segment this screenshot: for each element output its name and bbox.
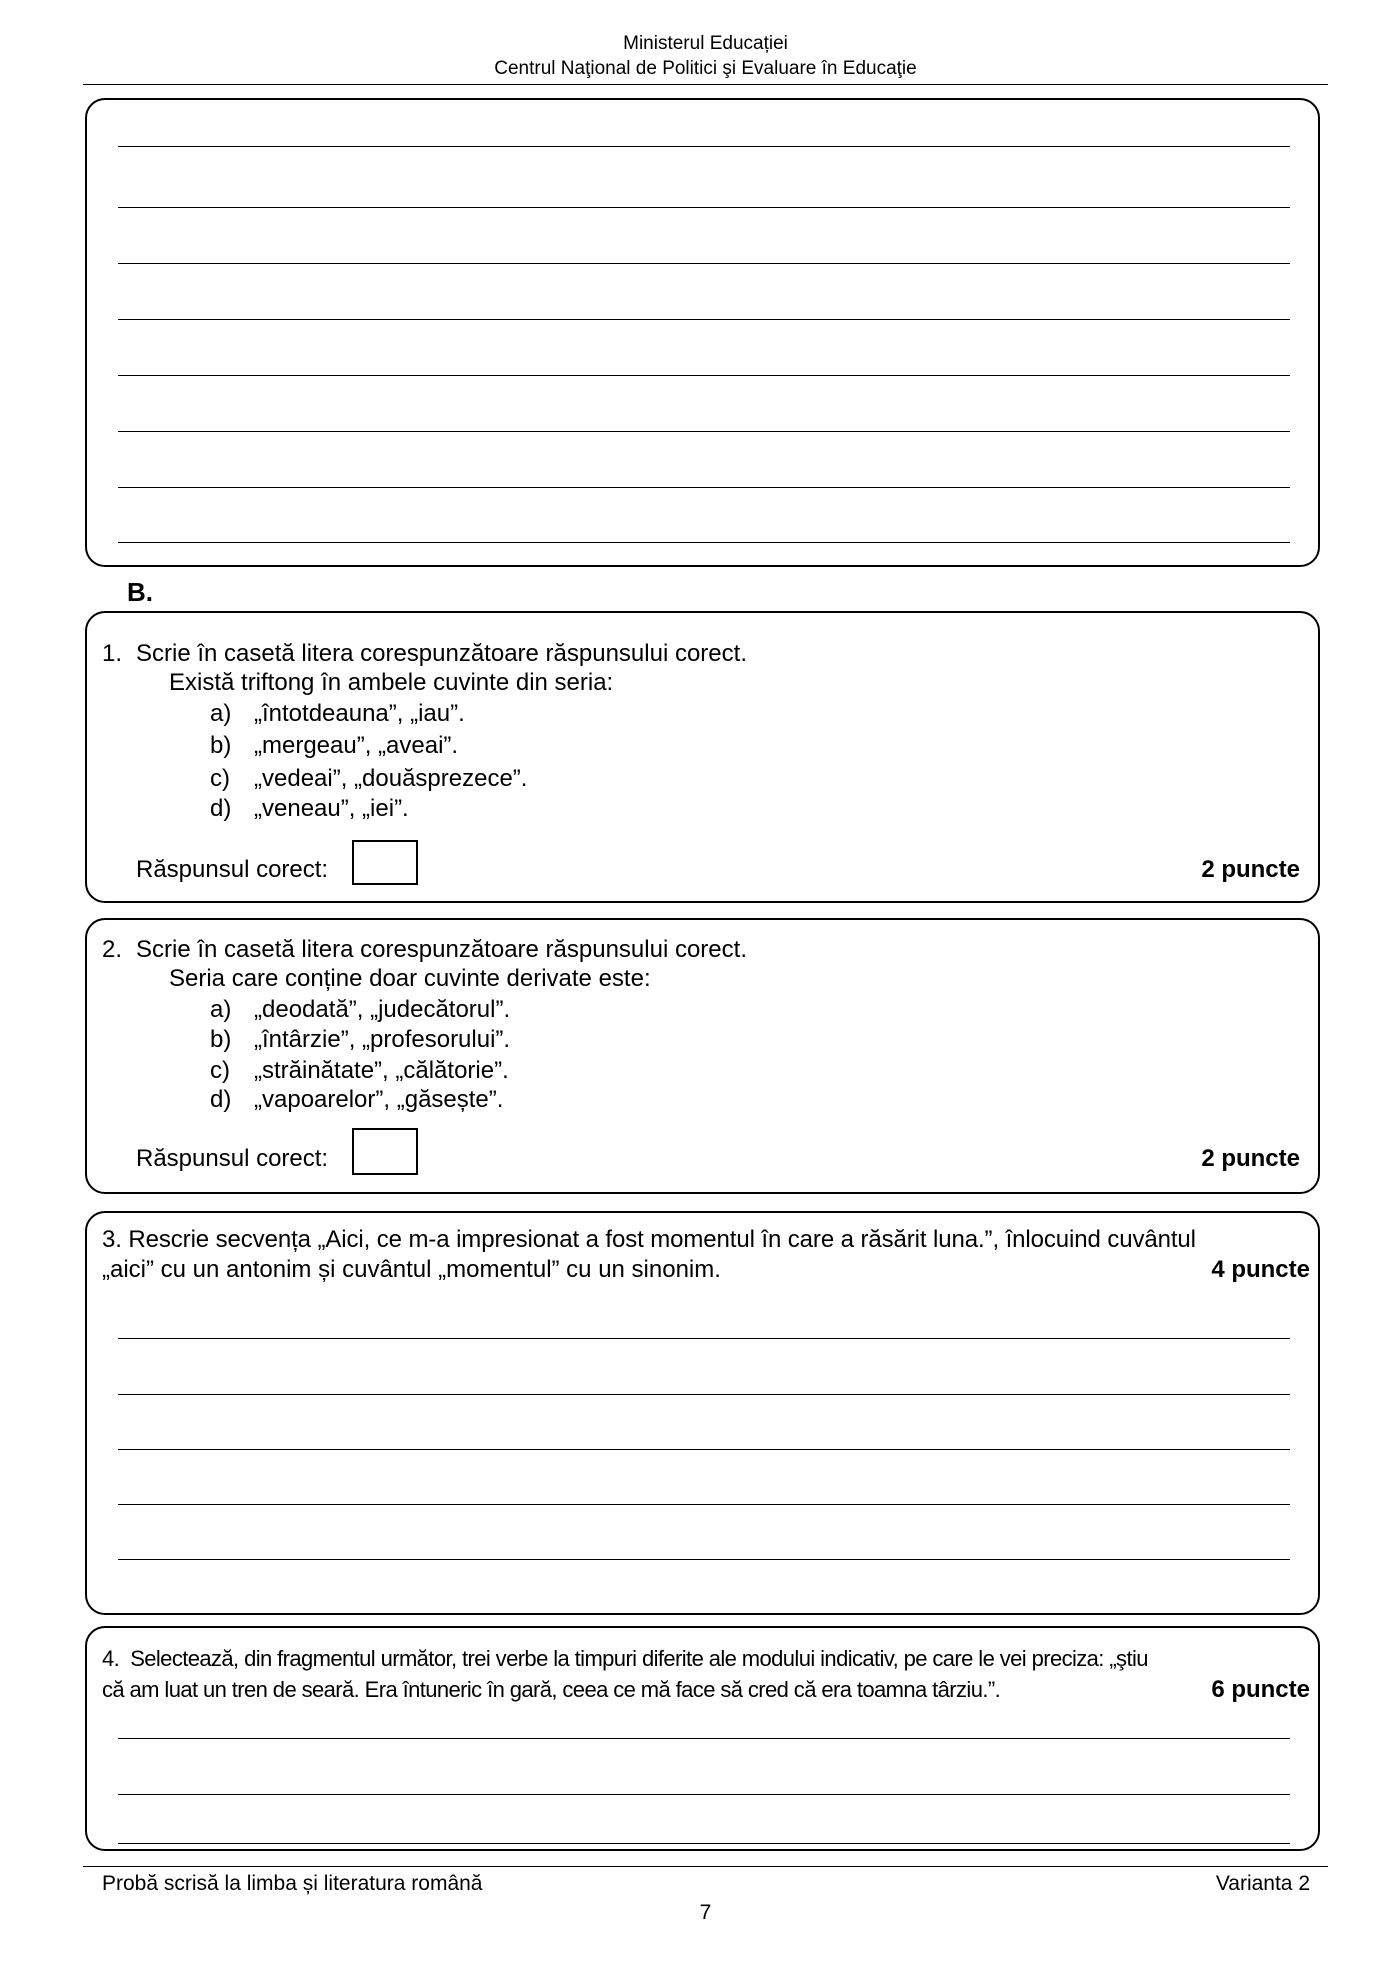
answer-line[interactable] [118,146,1290,147]
points-label: 2 puncte [1201,856,1300,883]
question-3-line1 [102,1226,1196,1254]
question-number: 4. [102,1646,120,1671]
section-label: B. [127,577,153,607]
question-number: 3. [102,1226,122,1253]
option-letter: c) [210,1057,230,1084]
answer-line[interactable] [118,431,1290,432]
question-4-line1 [102,1646,1148,1672]
footer-variant: Varianta 2 [1215,1872,1310,1895]
answer-line[interactable] [118,207,1290,208]
option-letter: c) [210,765,230,792]
option-text: „întârzie”, „profesorului”. [254,1026,511,1053]
answer-line[interactable] [118,1504,1290,1505]
answer-line[interactable] [118,1794,1290,1795]
answer-line[interactable] [118,542,1290,543]
answer-label: Răspunsul corect: [136,1145,329,1172]
option-text: „deodată”, „judecătorul”. [254,996,511,1023]
question-2-instruction [102,936,747,964]
answer-line[interactable] [118,263,1290,264]
question-1-prompt: Există triftong în ambele cuvinte din seria: [169,669,614,696]
answer-line[interactable] [118,375,1290,376]
answer-line[interactable] [118,1394,1290,1395]
instruction-text: Scrie în casetă litera corespunzătoare răspunsului corect. [136,640,747,667]
option-text: „vedeai”, „douăsprezece”. [254,765,528,792]
question-1-instruction [102,640,747,668]
answer-box[interactable] [352,840,418,885]
question-number: 1. [102,640,123,667]
answer-line[interactable] [118,1338,1290,1339]
answer-line[interactable] [118,1843,1290,1844]
answer-box[interactable] [352,1128,418,1175]
footer-rule [83,1866,1328,1867]
answer-line[interactable] [118,319,1290,320]
question-2-prompt: Seria care conține doar cuvinte derivate este: [169,965,651,992]
question-text: Rescrie secvența „Aici, ce m-a impresionat a fost momentul în care a răsărit luna.”, înlocuind cuvântul [128,1226,1196,1253]
answer-line[interactable] [118,1449,1290,1450]
option-letter: b) [210,732,232,759]
option-letter: a) [210,700,232,727]
question-4-line2: că am luat un tren de seară. Era întuneric în gară, ceea ce mă face să cred că era toamna târziu.”. [102,1677,1001,1702]
header-center: Centrul Naţional de Politici şi Evaluare în Educaţie [494,58,917,79]
header-rule [83,84,1328,85]
points-label: 6 puncte [1211,1676,1310,1703]
question-text: Selectează, din fragmentul următor, trei verbe la timpuri diferite ale modului indicativ, pe care le vei preciza: „ştiu [130,1646,1148,1671]
points-label: 2 puncte [1201,1145,1300,1172]
question-3-line2: „aici” cu un antonim și cuvântul „momentul” cu un sinonim. [102,1256,721,1283]
question-number: 2. [102,936,123,963]
option-letter: a) [210,996,232,1023]
option-text: „vapoarelor”, „găsește”. [254,1086,504,1113]
footer-subject: Probă scrisă la limba și literatura română [102,1872,483,1895]
option-text: „întotdeauna”, „iau”. [254,700,465,727]
writing-box-previous [85,98,1320,567]
instruction-text: Scrie în casetă litera corespunzătoare răspunsului corect. [136,936,747,963]
option-text: „străinătate”, „călătorie”. [254,1057,509,1084]
option-letter: d) [210,795,232,822]
option-text: „veneau”, „iei”. [254,795,409,822]
option-letter: b) [210,1026,232,1053]
answer-line[interactable] [118,487,1290,488]
answer-line[interactable] [118,1559,1290,1560]
points-label: 4 puncte [1211,1256,1310,1283]
page-number: 7 [699,1901,712,1924]
header-ministry: Ministerul Educației [623,33,788,54]
answer-line[interactable] [118,1738,1290,1739]
option-text: „mergeau”, „aveai”. [254,732,459,759]
answer-label: Răspunsul corect: [136,856,329,883]
option-letter: d) [210,1086,232,1113]
